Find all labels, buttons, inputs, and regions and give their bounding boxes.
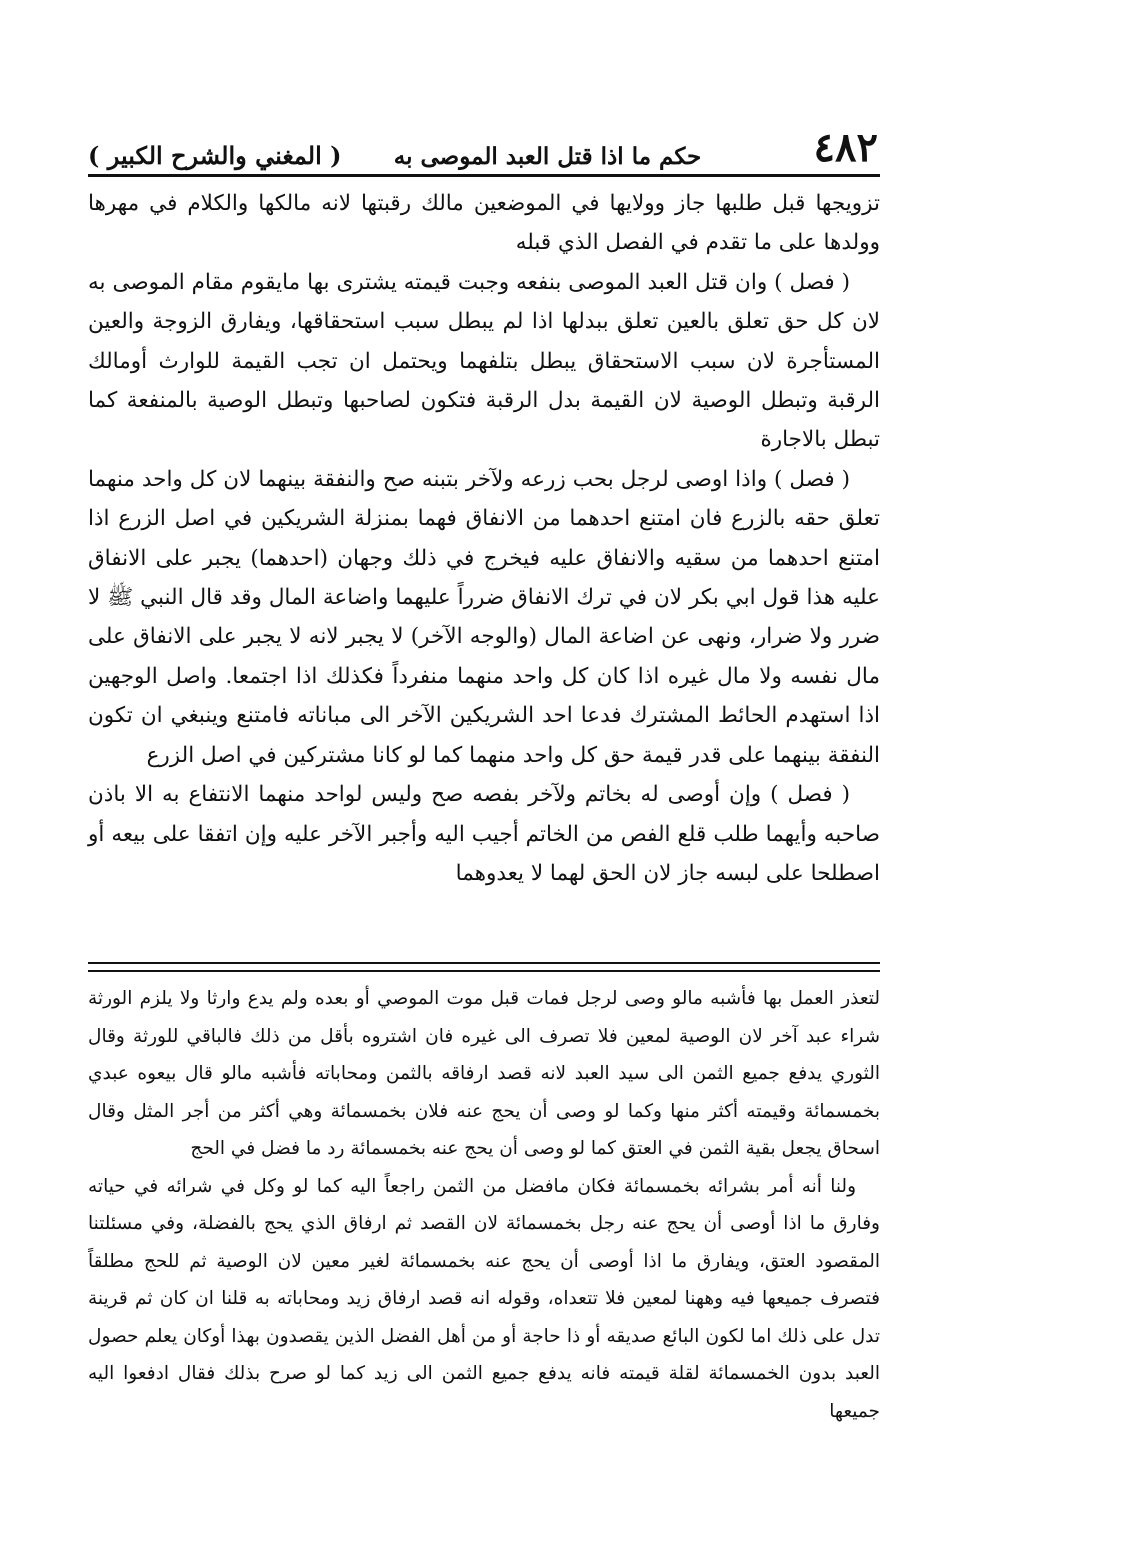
page-header <box>88 120 878 170</box>
commentary-text <box>88 980 880 1430</box>
section-divider <box>88 962 880 972</box>
paragraph-section-3: ( فصل ) وإن أوصى له بخاتم ولآخر بفصه صح وليس لواحد منهما الانتفاع به الا باذن صاحبه وأيهما طلب قلع الفص من الخاتم أجيب اليه وأجبر الآخر عليه وإن اتفقا على بيعه أو اصطلحا على لبسه جاز لان الحق لهما لا يعدوهما <box>88 782 880 886</box>
running-title: حكم ما اذا قتل العبد الموصى به <box>393 143 702 170</box>
commentary-paragraph-1: لتعذر العمل بها فأشبه مالو وصى لرجل فمات قبل موت الموصي أو بعده ولم يدع وارثا ولا يلزم الورثة شراء عبد آخر لان الوصية لمعين فلا تصرف الى غيره فان اشتروه بأقل من ذلك فالباقي للورثة وقال الثوري يدفع جميع الثمن الى سيد العبد لانه قصد ارفاقه بالثمن ومحاباته فأشبه مالو قال بيعوه عبدي بخمسمائة وقيمته أكثر منها وكما لو وصى أن يحج عنه فلان بخمسمائة وهي أكثر من أجر المثل وقال اسحاق يجعل بقية الثمن في العتق كما لو وصى أن يحج عنه بخمسمائة رد ما فضل في الحج <box>88 988 880 1159</box>
paragraph-section-1: ( فصل ) وان قتل العبد الموصى بنفعه وجبت قيمته يشترى بها مايقوم مقام الموصى به لان كل حق تعلق بالعين تعلق ببدلها اذا لم يبطل سبب استحقاقها، ويفارق الزوجة والعين المستأجرة لان سبب الاستحقاق يبطل بتلفهما ويحتمل ان تجب القيمة للوارث أومالك الرقبة وتبطل الوصية لان القيمة بدل الرقبة فتكون لصاحبها وتبطل الوصية بالمنفعة كما تبطل بالاجارة <box>88 269 880 453</box>
main-text <box>88 184 880 893</box>
page-number: ٤٨٢ <box>813 124 878 171</box>
paragraph-continuation: تزويجها قبل طلبها جاز وولايها في الموضعين مالك رقبتها لانه مالكها والكلام في مهرها وولدها على ما تقدم في الفصل الذي قبله <box>88 191 880 256</box>
book-title: ( المغني والشرح الكبير ) <box>88 141 342 170</box>
commentary-paragraph-2: ولنا أنه أمر بشرائه بخمسمائة فكان مافضل من الثمن راجعاً اليه كما لو وكل في شرائه في حياته وفارق ما اذا أوصى أن يحج عنه رجل بخمسمائة لان القصد ثم ارفاق الذي يحج بالفضلة، وفي مسئلتنا المقصود العتق، ويفارق ما اذا أوصى أن يحج عنه بخمسمائة لغير معين لان الوصية ثم للحج مطلقاً فتصرف جميعها فيه وههنا لمعين فلا تتعداه، وقوله انه قصد ارفاق زيد ومحاباته به قلنا ان كان ثم قرينة تدل على ذلك اما لكون البائع صديقه أو ذا حاجة أو من أهل الفضل الذين يقصدون بهذا أوكان يعلم حصول العبد بدون الخمسمائة لقلة قيمته فانه يدفع جميع الثمن الى زيد كما لو صرح بذلك فقال ادفعوا اليه جميعها <box>88 1175 880 1422</box>
paragraph-section-2: ( فصل ) واذا اوصى لرجل بحب زرعه ولآخر بتبنه صح والنفقة بينهما لان كل واحد منهما تعلق حقه بالزرع فان امتنع احدهما من الانفاق فهما بمنزلة الشريكين في اصل الزرع اذا امتنع احدهما من سقيه والانفاق عليه فيخرج في ذلك وجهان (احدهما) يجبر على الانفاق عليه هذا قول ابي بكر لان في ترك الانفاق ضرراً عليهما واضاعة المال وقد قال النبي ﷺ لا ضرر ولا ضرار، ونهى عن اضاعة المال (والوجه الآخر) لا يجبر لانه لا يجبر على الانفاق على مال نفسه ولا مال غيره اذا كان كل واحد منهما منفرداً فكذلك اذا اجتمعا. واصل الوجهين اذا استهدم الحائط المشترك فدعا احد الشريكين الآخر الى مباناته فامتنع وينبغي ان تكون النفقة بينهما على قدر قيمة حق كل واحد منهما كما لو كانا مشتركين في اصل الزرع <box>88 466 880 768</box>
header-rule <box>88 174 880 177</box>
